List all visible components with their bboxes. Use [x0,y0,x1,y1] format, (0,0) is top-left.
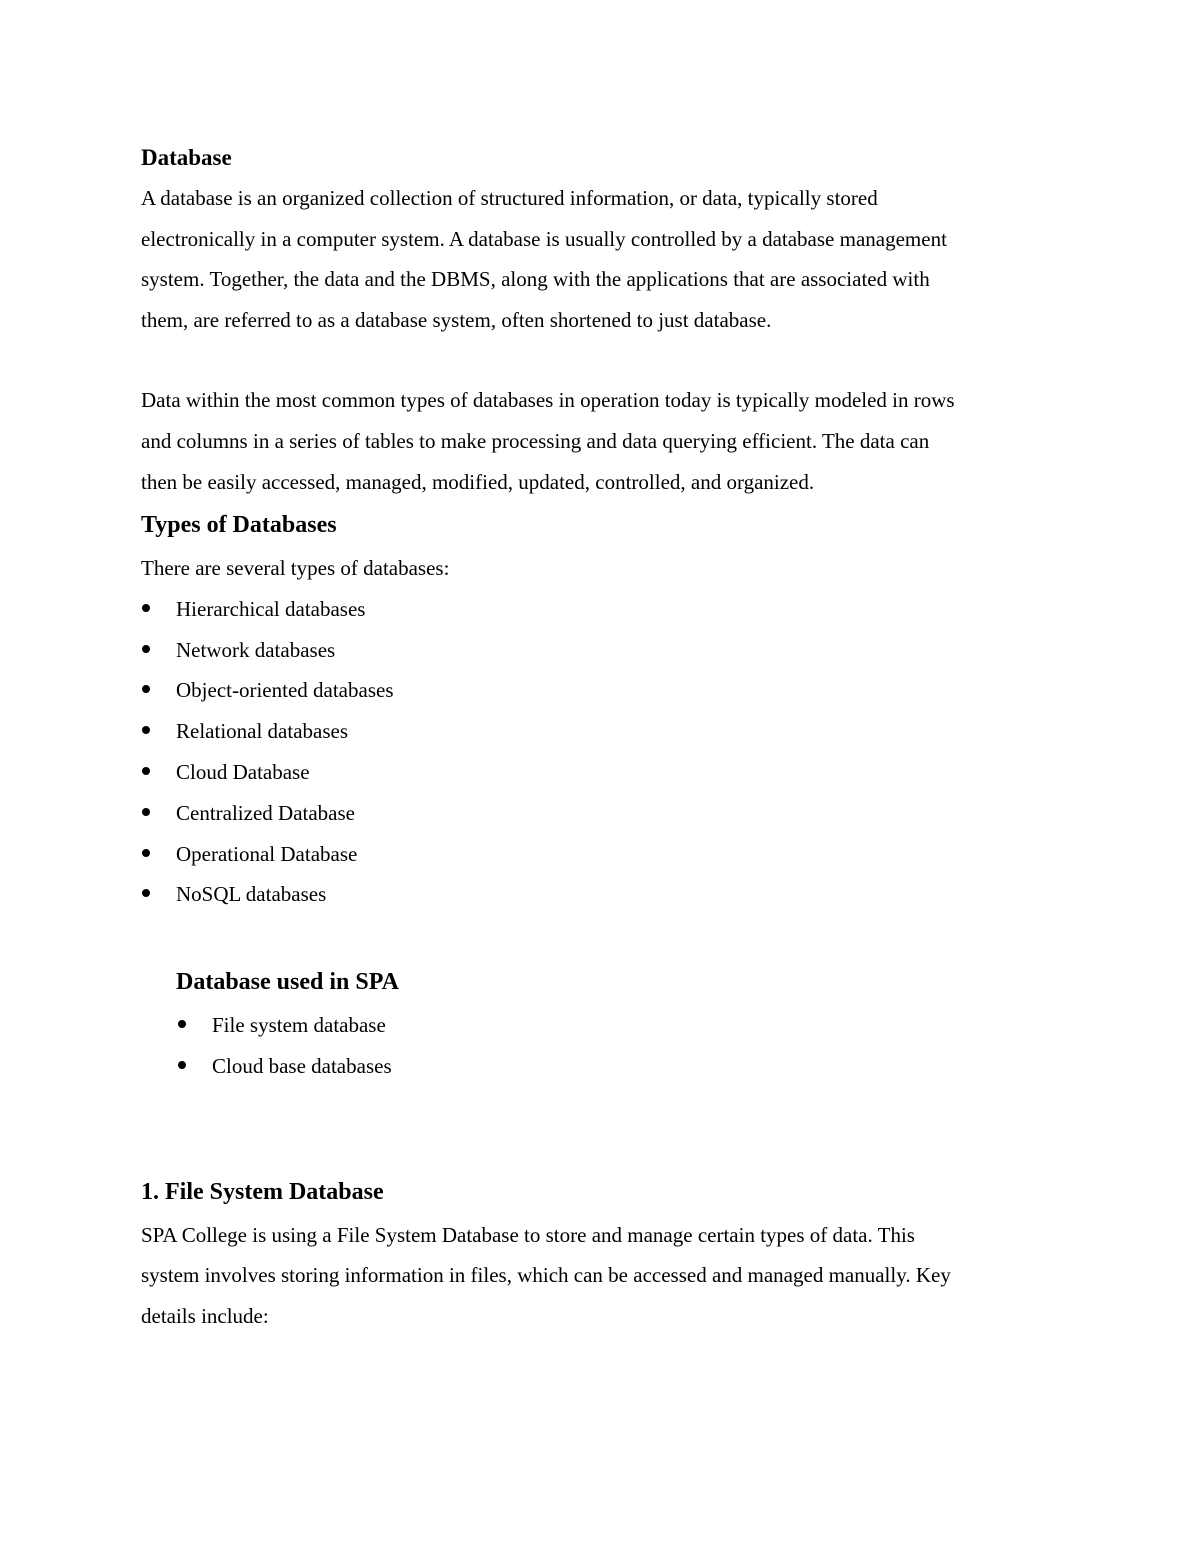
list-item-label: Network databases [176,637,336,662]
list-item [141,589,1066,630]
list-item [141,711,1066,752]
paragraph-line: electronically in a computer system. A database is usually controlled by a database management [141,226,947,251]
list-item [141,834,1066,875]
paragraph-line: system involves storing information in files, which can be accessed and managed manually. Key [141,1263,951,1288]
section-spacer [141,1087,1066,1169]
list-item-label: Centralized Database [176,800,355,825]
bullet-icon [178,1061,186,1069]
list-item-label: Hierarchical databases [176,596,366,621]
spa-section [176,959,1066,1005]
heading-database-used-in-spa: Database used in SPA [176,969,399,996]
list-item-label: File system database [212,1013,386,1038]
types-intro: There are several types of databases: [141,556,450,581]
list-item [141,874,1066,915]
list-item-label: Operational Database [176,841,358,866]
bullet-icon [142,645,150,653]
paragraph-line: then be easily accessed, managed, modified, updated, controlled, and organized. [141,469,815,494]
list-item-label: Object-oriented databases [176,678,394,703]
paragraph-line: Data within the most common types of databases in operation today is typically modeled in rows [141,388,955,413]
bullet-icon [142,604,150,612]
bullet-icon [142,889,150,897]
database-rows-columns-paragraph [141,380,1066,502]
types-list [141,589,1066,915]
heading-database: Database [141,145,232,170]
database-definition-paragraph [141,178,1066,340]
list-item [141,670,1066,711]
paragraph-line: system. Together, the data and the DBMS, along with the applications that are associated with [141,267,930,292]
bullet-icon [142,808,150,816]
paragraph-spacer [141,340,1066,380]
file-system-paragraph [141,1215,1066,1337]
bullet-icon [142,849,150,857]
heading-types-of-databases: Types of Databases [141,512,337,539]
spa-list-wrapper [141,1005,1066,1087]
bullet-icon [142,685,150,693]
section-spacer [141,915,1066,959]
list-item-label: Relational databases [176,719,349,744]
list-item [141,630,1066,671]
document-page [141,138,1066,1337]
paragraph-line: and columns in a series of tables to make processing and data querying efficient. The data can [141,428,930,453]
paragraph-line: them, are referred to as a database system, often shortened to just database. [141,307,772,332]
list-item [141,1005,1066,1046]
bullet-icon [142,726,150,734]
list-item-label: Cloud Database [176,759,310,784]
spa-list [141,1005,1066,1087]
list-item-label: Cloud base databases [212,1053,392,1078]
paragraph-line: details include: [141,1303,269,1328]
list-item-label: NoSQL databases [176,882,327,907]
paragraph-line: A database is an organized collection of structured information, or data, typically stored [141,186,878,210]
list-item [141,793,1066,834]
bullet-icon [178,1020,186,1028]
list-item [141,752,1066,793]
bullet-icon [142,767,150,775]
heading-file-system-database: 1. File System Database [141,1178,384,1205]
paragraph-line: SPA College is using a File System Database to store and manage certain types of data. This [141,1222,915,1247]
list-item [141,1046,1066,1087]
